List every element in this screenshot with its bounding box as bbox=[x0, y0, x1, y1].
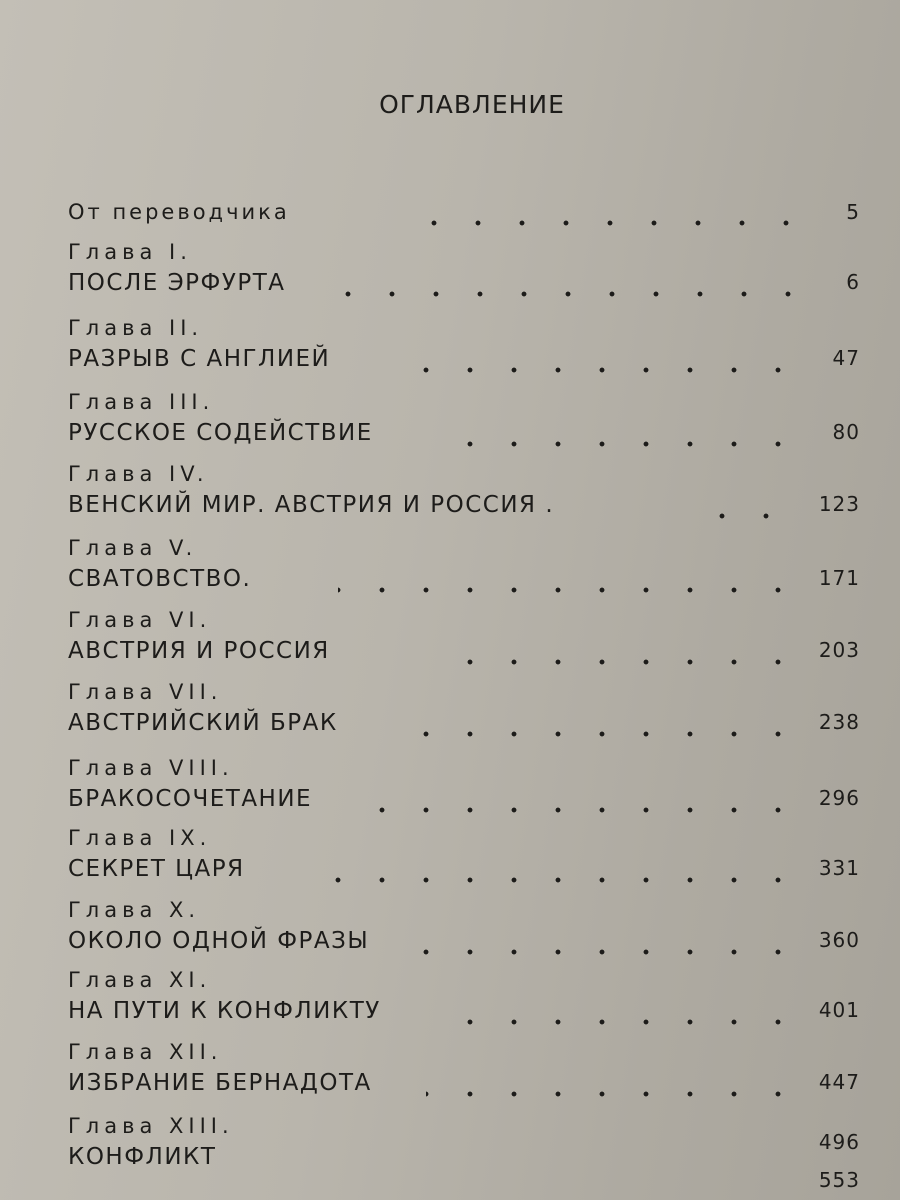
chapter-label: Глава IX. bbox=[68, 826, 212, 850]
toc-entry bbox=[68, 608, 860, 672]
leader-dots bbox=[420, 367, 800, 373]
entry-title: НА ПУТИ К КОНФЛИКТУ bbox=[68, 998, 381, 1024]
page-number: 5 bbox=[846, 200, 860, 224]
leader-dots bbox=[426, 1091, 800, 1097]
leader-dots bbox=[464, 441, 800, 447]
entry-title: От переводчика bbox=[68, 200, 290, 224]
page-number: 296 bbox=[818, 786, 860, 810]
toc-entry bbox=[68, 680, 860, 744]
toc-entry bbox=[68, 390, 860, 454]
toc-entry bbox=[68, 462, 860, 526]
chapter-label: Глава IV. bbox=[68, 462, 209, 486]
leader-dots bbox=[306, 877, 800, 883]
page-number: 553 bbox=[818, 1168, 860, 1192]
entry-title: СВАТОВСТВО. bbox=[68, 566, 252, 592]
chapter-label: Глава II. bbox=[68, 316, 204, 340]
entry-title: АВСТРИЯ И РОССИЯ bbox=[68, 638, 330, 664]
entry-title: ИЗБРАНИЕ БЕРНАДОТА bbox=[68, 1070, 372, 1096]
entry-title: АВСТРИЙСКИЙ БРАК bbox=[68, 710, 338, 736]
page-number: 6 bbox=[846, 270, 860, 294]
toc-entry bbox=[68, 1040, 860, 1104]
chapter-label: Глава X. bbox=[68, 898, 201, 922]
page-number: 401 bbox=[818, 998, 860, 1022]
leader-dots bbox=[350, 807, 800, 813]
toc-entry bbox=[68, 898, 860, 962]
entry-title: ВЕНСКИЙ МИР. АВСТРИЯ И РОССИЯ . bbox=[68, 492, 555, 518]
chapter-label: Глава XII. bbox=[68, 1040, 223, 1064]
page-number: 447 bbox=[818, 1070, 860, 1094]
entry-title: БРАКОСОЧЕТАНИЕ bbox=[68, 786, 313, 812]
toc-entry-last bbox=[68, 1168, 860, 1200]
page-number: 171 bbox=[818, 566, 860, 590]
leader-dots bbox=[408, 949, 800, 955]
chapter-label: Глава V. bbox=[68, 536, 198, 560]
page-number: 360 bbox=[818, 928, 860, 952]
chapter-label: Глава VIII. bbox=[68, 756, 234, 780]
entry-title: СЕКРЕТ ЦАРЯ bbox=[68, 856, 245, 882]
page-number: 238 bbox=[818, 710, 860, 734]
leader-dots bbox=[336, 291, 810, 297]
chapter-label: Глава XI. bbox=[68, 968, 212, 992]
page-number: 331 bbox=[818, 856, 860, 880]
chapter-label: Глава VI. bbox=[68, 608, 212, 632]
toc-entry bbox=[68, 826, 860, 890]
leader-dots bbox=[450, 1019, 800, 1025]
entry-title: РАЗРЫВ С АНГЛИЕЙ bbox=[68, 346, 331, 372]
toc-entry bbox=[68, 240, 860, 304]
leader-dots bbox=[440, 659, 800, 665]
entry-title: РУССКОЕ СОДЕЙСТВИЕ bbox=[68, 420, 373, 446]
page-number: 47 bbox=[832, 346, 860, 370]
leader-dots bbox=[688, 513, 788, 519]
page-number: 496 bbox=[818, 1130, 860, 1154]
toc-entry bbox=[68, 316, 860, 380]
chapter-label: Глава I. bbox=[68, 240, 192, 264]
leader-dots bbox=[338, 587, 800, 593]
toc-entry bbox=[68, 536, 860, 600]
leader-dots bbox=[428, 220, 808, 226]
entry-title: ОКОЛО ОДНОЙ ФРАЗЫ bbox=[68, 928, 370, 954]
chapter-label: Глава III. bbox=[68, 390, 215, 414]
toc-heading: ОГЛАВЛЕНИЕ bbox=[379, 90, 565, 119]
chapter-label: Глава VII. bbox=[68, 680, 223, 704]
page-number: 123 bbox=[818, 492, 860, 516]
toc-entry bbox=[68, 968, 860, 1032]
leader-dots bbox=[404, 731, 800, 737]
toc-entry bbox=[68, 756, 860, 820]
chapter-label: Глава XIII. bbox=[68, 1114, 234, 1138]
entry-title: КОНФЛИКТ bbox=[68, 1144, 217, 1170]
page-number: 203 bbox=[818, 638, 860, 662]
entry-title: ПОСЛЕ ЭРФУРТА bbox=[68, 270, 286, 296]
page-number: 80 bbox=[832, 420, 860, 444]
